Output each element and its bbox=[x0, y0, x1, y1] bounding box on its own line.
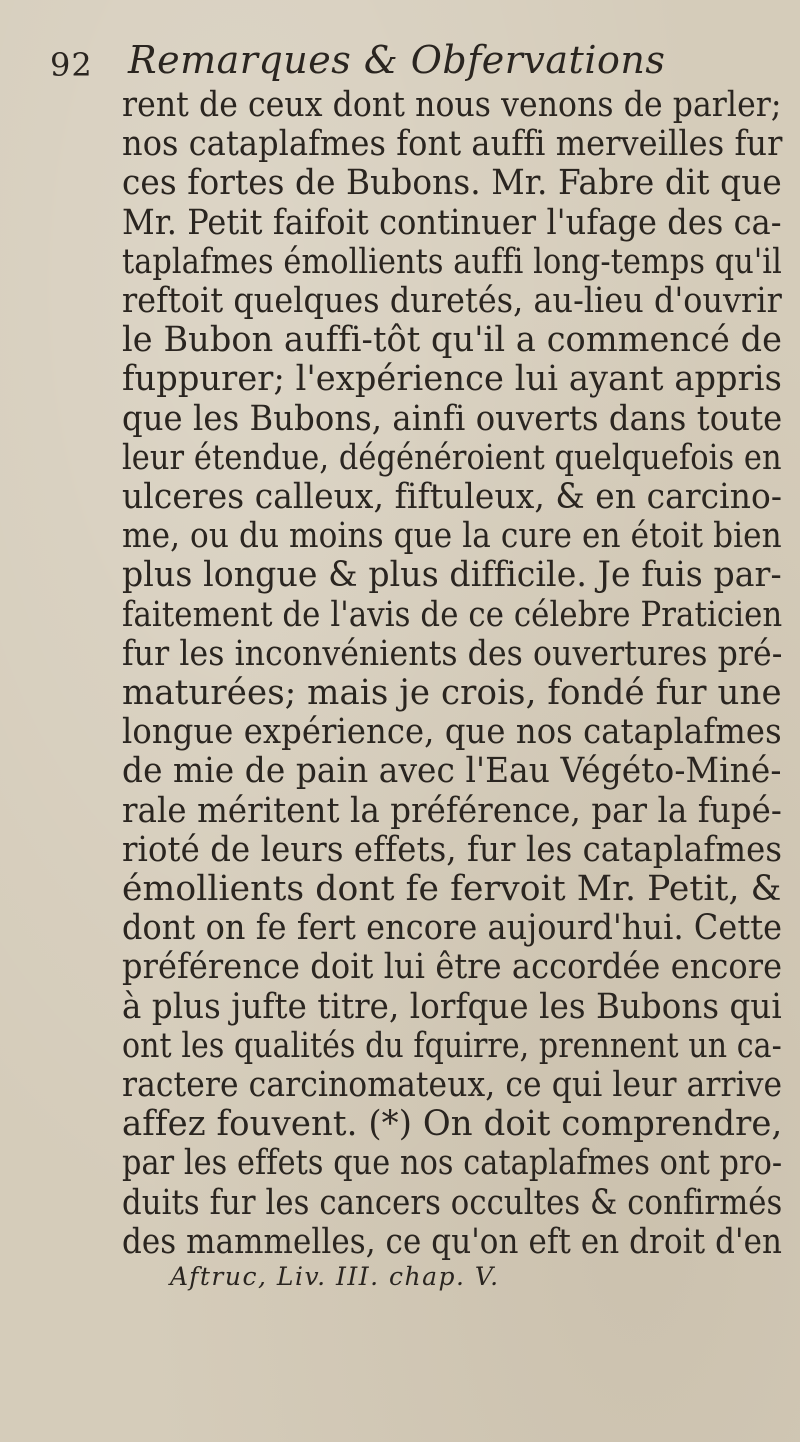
text-line: fur les inconvénients des ouvertures pré- bbox=[122, 633, 783, 674]
text-line: par les effets que nos cataplafmes ont pro- bbox=[122, 1143, 783, 1184]
text-line: plus longue & plus difficile. Je fuis par- bbox=[122, 555, 782, 596]
text-line: préférence doit lui être accordée encore bbox=[122, 947, 783, 988]
text-line: longue expérience, que nos cataplafmes bbox=[122, 712, 782, 753]
text-line: rioté de leurs effets, fur les cataplafmes bbox=[122, 829, 783, 870]
text-line: affez fouvent. (*) On doit comprendre, bbox=[122, 1104, 783, 1145]
text-line: ractere carcinomateux, ce qui leur arrive bbox=[122, 1065, 783, 1105]
text-line: fuppurer; l'expérience lui ayant appris bbox=[122, 359, 782, 400]
page-number: 92 bbox=[50, 46, 93, 84]
text-line: à plus jufte titre, lorfque les Bubons qui bbox=[122, 986, 782, 1027]
text-line: faitement de l'avis de ce célebre Praticien bbox=[122, 594, 783, 635]
text-line: ont les qualités du fquirre, prennent un ca- bbox=[122, 1025, 782, 1066]
text-line: rent de ceux dont nous venons de parler; bbox=[122, 85, 782, 125]
footnote: Aftruc, Liv. III. chap. V. bbox=[170, 1262, 500, 1291]
text-line: émollients dont fe fervoit Mr. Petit, & bbox=[122, 869, 782, 909]
text-line: duits fur les cancers occultes & confirmés bbox=[122, 1182, 783, 1223]
text-line: leur étendue, dégénéroient quelquefois en bbox=[122, 437, 782, 478]
text-line: maturées; mais je crois, fondé fur une bbox=[122, 673, 782, 713]
text-line: reftoit quelques duretés, au-lieu d'ouvrir bbox=[122, 281, 782, 321]
running-title: Remarques & Obfervations bbox=[128, 38, 666, 82]
text-line: me, ou du moins que la cure en étoit bien bbox=[122, 516, 782, 557]
text-line: ces fortes de Bubons. Mr. Fabre dit que bbox=[122, 163, 782, 204]
text-line: le Bubon auffi-tôt qu'il a commencé de bbox=[122, 320, 783, 361]
text-line: des mammelles, ce qu'on eft en droit d'en bbox=[122, 1221, 782, 1262]
text-line: rale méritent la préférence, par la fupé- bbox=[122, 790, 782, 831]
text-line: nos cataplafmes font auffi merveilles fur bbox=[122, 124, 783, 165]
text-line: de mie de pain avec l'Eau Végéto-Miné- bbox=[122, 751, 782, 792]
text-line: que les Bubons, ainfi ouverts dans toute bbox=[122, 398, 783, 439]
text-line: dont on fe fert encore aujourd'hui. Cette bbox=[122, 908, 783, 949]
text-line: ulceres calleux, fiftuleux, & en carcino- bbox=[122, 477, 783, 517]
text-line: Mr. Petit faifoit continuer l'ufage des ca- bbox=[122, 202, 782, 243]
text-line: taplafmes émollients auffi long-temps qu'il bbox=[122, 241, 782, 282]
